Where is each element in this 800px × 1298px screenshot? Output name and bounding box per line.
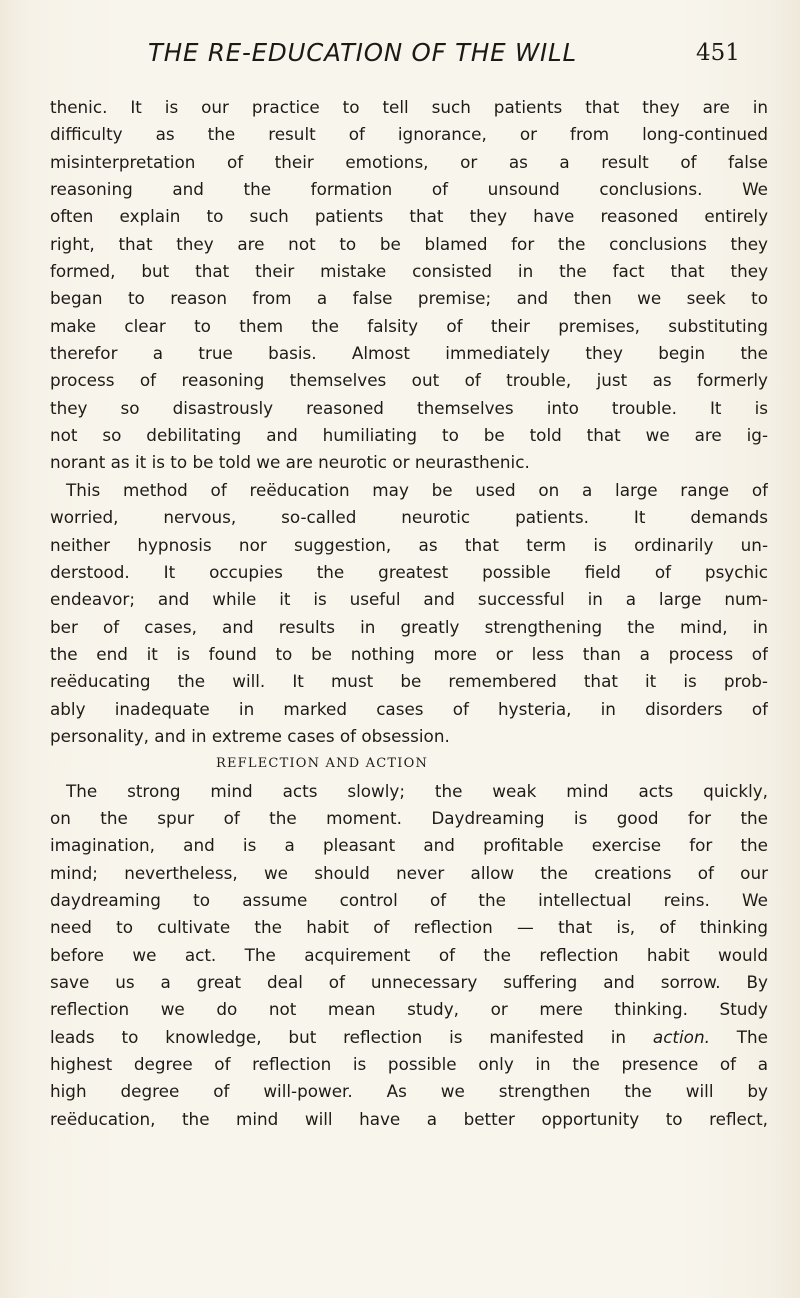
text-line: neither hypnosis nor suggestion, as that term is ordinarily un-: [50, 534, 768, 555]
text-line: right, that they are not to be blamed for the conclusions they: [50, 233, 768, 254]
text-line: difficulty as the result of ignorance, or from long-continued: [50, 124, 768, 145]
running-head-title: THE RE-EDUCATION OF THE WILL: [148, 38, 577, 67]
text-line: highest degree of reflection is possible only in the presence of a: [50, 1054, 768, 1075]
text-line: before we act. The acquirement of the reflection habit would: [50, 944, 768, 965]
text-line: reflection we do not mean study, or mere thinking. Study: [50, 999, 768, 1020]
italic-word: action.: [652, 1026, 710, 1047]
text-line: often explain to such patients that they have reasoned entirely: [50, 206, 768, 227]
paragraph-2: [50, 477, 768, 750]
text-line: ably inadequate in marked cases of hysteria, in disorders of: [50, 698, 768, 719]
text-line: mind; nevertheless, we should never allow the creations of our: [50, 862, 768, 883]
text-line: daydreaming to assume control of the intellectual reins. We: [50, 889, 768, 910]
text-line: thenic. It is our practice to tell such patients that they are in: [50, 97, 768, 117]
text-line: need to cultivate the habit of reflection — that is, of thinking: [50, 917, 768, 938]
text-line: The strong mind acts slowly; the weak mind acts quickly,: [66, 780, 768, 801]
text-line: formed, but that their mistake consisted in the fact that they: [50, 261, 768, 282]
text-line-with-italic: [50, 1024, 768, 1051]
text-line: norant as it is to be told we are neurotic or neurasthenic.: [50, 452, 530, 473]
text-line: save us a great deal of unnecessary suffering and sorrow. By: [50, 972, 768, 992]
text-line: derstood. It occupies the greatest possible field of psychic: [50, 561, 768, 582]
text-line: worried, nervous, so-called neurotic patients. It demands: [50, 507, 768, 528]
text-line: This method of reëducation may be used on a large range of: [66, 479, 768, 500]
text-span: The: [709, 1026, 768, 1047]
text-span: leads to knowledge, but reflection is manifested in: [50, 1026, 653, 1047]
text-line: therefor a true basis. Almost immediately they begin the: [50, 343, 768, 364]
running-head: [0, 38, 800, 78]
text-line: reasoning and the formation of unsound conclusions. We: [50, 179, 768, 200]
text-line: personality, and in extreme cases of obsession.: [50, 725, 450, 746]
text-line: make clear to them the falsity of their premises, substituting: [50, 315, 768, 336]
text-line: misinterpretation of their emotions, or as a result of false: [50, 151, 768, 172]
text-line: reëducating the will. It must be remembered that it is prob-: [50, 671, 768, 692]
body-text: [50, 94, 768, 1133]
text-line: imagination, and is a pleasant and profitable exercise for the: [50, 835, 768, 856]
text-line: process of reasoning themselves out of trouble, just as formerly: [50, 370, 768, 391]
text-line: began to reason from a false premise; and then we seek to: [50, 288, 768, 309]
text-line: endeavor; and while it is useful and successful in a large num-: [50, 589, 768, 610]
page-number: 451: [696, 40, 740, 66]
text-line: reëducation, the mind will have a better opportunity to reflect,: [50, 1108, 768, 1129]
text-line: ber of cases, and results in greatly strengthening the mind, in: [50, 616, 768, 637]
paragraph-3: [50, 778, 768, 1133]
text-line: high degree of will-power. As we strengthen the will by: [50, 1081, 768, 1102]
section-heading: REFLECTION AND ACTION: [216, 756, 429, 772]
text-line: not so debilitating and humiliating to be told that we are ig-: [50, 425, 768, 446]
paragraph-1: [50, 94, 768, 477]
text-line: they so disastrously reasoned themselves into trouble. It is: [50, 397, 768, 418]
text-line: on the spur of the moment. Daydreaming is good for the: [50, 807, 768, 828]
text-line: the end it is found to be nothing more or less than a process of: [50, 643, 768, 664]
